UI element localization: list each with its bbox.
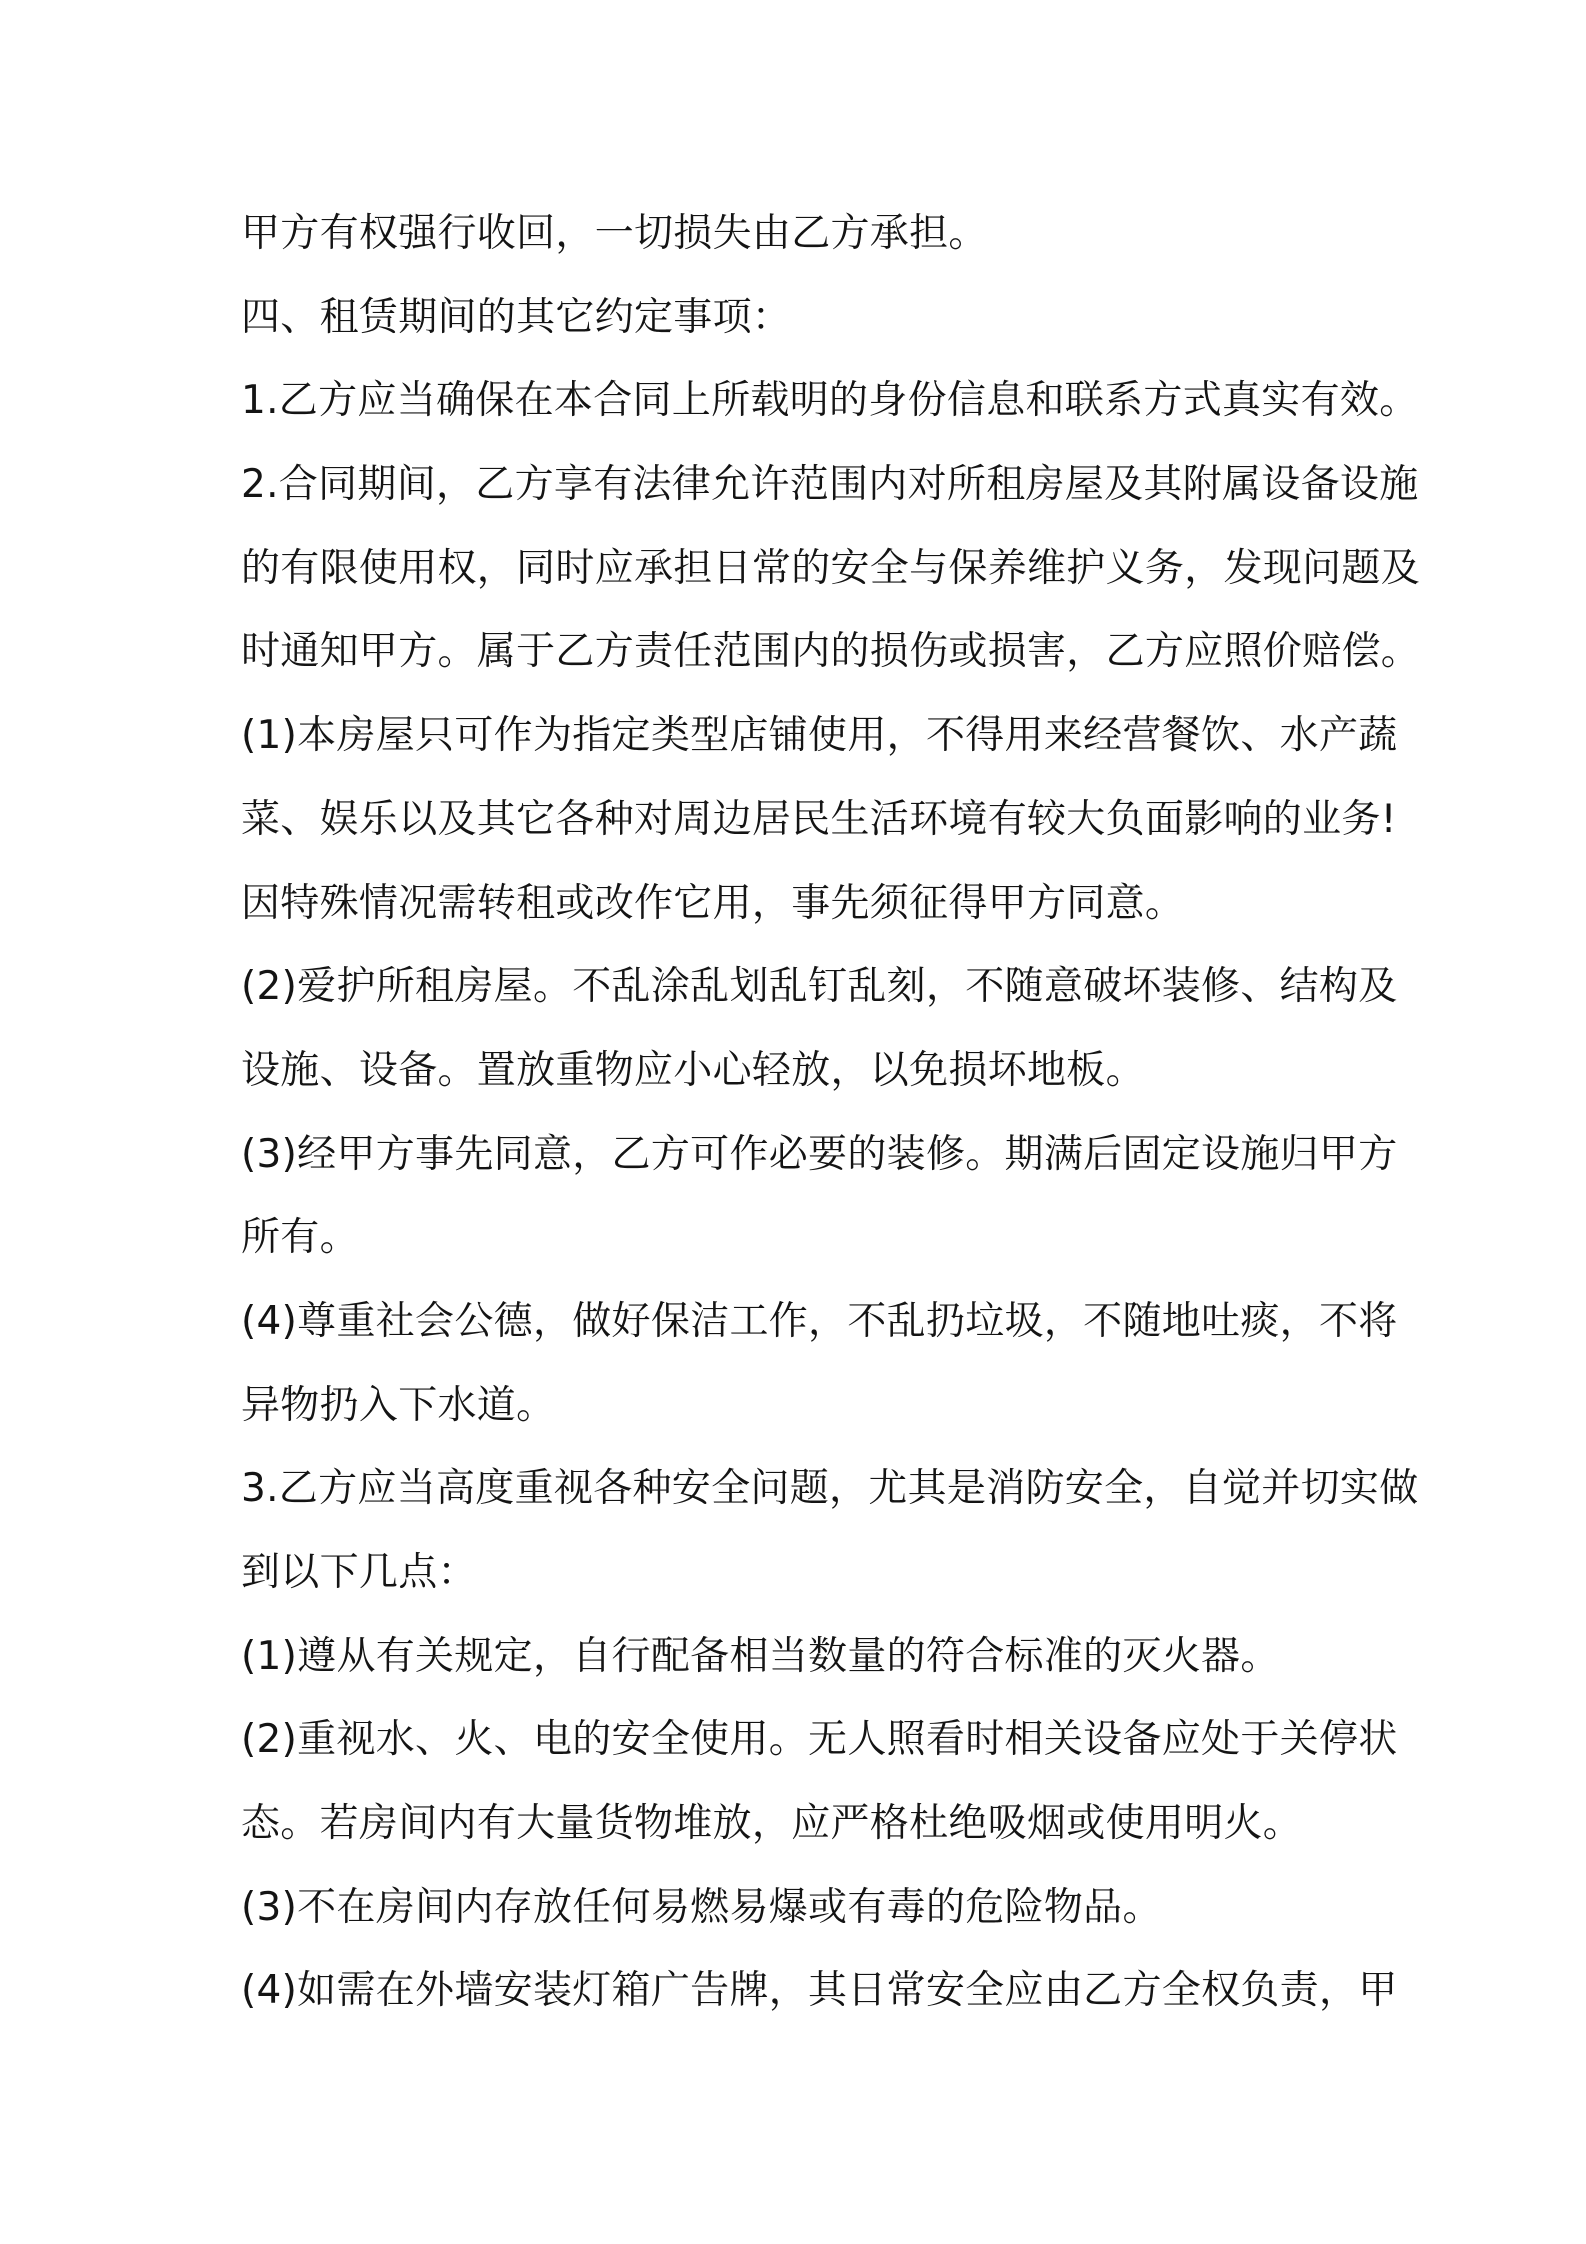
text-line: 所有。	[241, 1215, 359, 1261]
text-line: 因特殊情况需转租或改作它用，事先须征得甲方同意。	[241, 880, 1185, 926]
text-line: 态。若房间内有大量货物堆放，应严格杜绝吸烟或使用明火。	[241, 1801, 1303, 1847]
section-heading: 四、租赁期间的其它约定事项：	[241, 294, 792, 340]
text-line: 到以下几点：	[241, 1550, 477, 1595]
text-line: 时通知甲方。属于乙方责任范围内的损伤或损害，乙方应照价赔偿。	[241, 629, 1421, 675]
text-line: 3.乙方应当高度重视各种安全问题，尤其是消防安全，自觉并切实做	[241, 1466, 1419, 1512]
text-line: (4)如需在外墙安装灯箱广告牌，其日常安全应由乙方全权负责，甲	[241, 1968, 1398, 2014]
text-line: 设施、设备。置放重物应小心轻放，以免损坏地板。	[241, 1047, 1145, 1093]
text-line: 2.合同期间，乙方享有法律允许范围内对所租房屋及其附属设备设施	[241, 462, 1419, 508]
text-line: 菜、娱乐以及其它各种对周边居民生活环境有较大负面影响的业务!	[241, 796, 1397, 842]
text-line: 1.乙方应当确保在本合同上所载明的身份信息和联系方式真实有效。	[241, 378, 1419, 424]
text-line: 甲方有权强行收回，一切损失由乙方承担。	[241, 211, 988, 256]
text-line: (2)爱护所租房屋。不乱涂乱划乱钉乱刻，不随意破坏装修、结构及	[241, 964, 1398, 1010]
text-line: 异物扔入下水道。	[241, 1382, 556, 1428]
text-line: (1)遵从有关规定，自行配备相当数量的符合标准的灭火器。	[241, 1633, 1280, 1679]
text-line: (4)尊重社会公德，做好保洁工作，不乱扔垃圾，不随地吐痰，不将	[241, 1298, 1398, 1344]
text-line: (3)经甲方事先同意，乙方可作必要的装修。期满后固定设施归甲方	[241, 1131, 1398, 1177]
text-line: (3)不在房间内存放任何易燃易爆或有毒的危险物品。	[241, 1884, 1162, 1930]
text-line: (2)重视水、火、电的安全使用。无人照看时相关设备应处于关停状	[241, 1717, 1398, 1763]
text-line: 的有限使用权，同时应承担日常的安全与保养维护义务，发现问题及	[241, 545, 1421, 591]
document-body	[241, 192, 1421, 2033]
text-line: (1)本房屋只可作为指定类型店铺使用，不得用来经营餐饮、水产蔬	[241, 713, 1398, 759]
